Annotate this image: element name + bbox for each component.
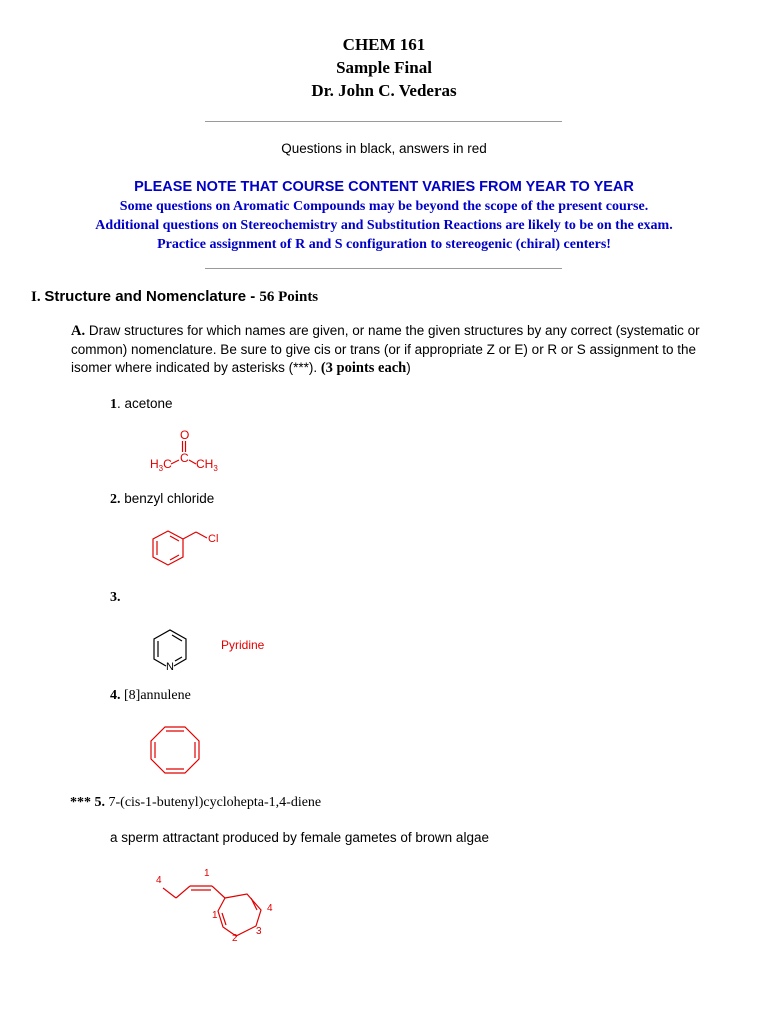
section-title: Structure and Nomenclature - [44, 288, 260, 305]
section-heading [31, 288, 318, 306]
notice-line-3: Additional questions on Stereochemistry and Substitution Reactions are likely to be on the exam. [95, 218, 673, 233]
acetone-structure [140, 425, 230, 475]
notice-line-1: PLEASE NOTE THAT COURSE CONTENT VARIES FROM YEAR TO YEAR [134, 179, 634, 195]
notice-line-4: Practice assignment of R and S configuration to stereogenic (chiral) centers! [157, 237, 611, 252]
question-text: 7-(cis-1-butenyl)cyclohepta-1,4-diene [105, 795, 322, 810]
question-asterisks: *** [70, 795, 95, 810]
divider-top [205, 121, 562, 122]
question-3 [110, 589, 121, 606]
cycloheptadiene-structure [150, 866, 280, 946]
pyridine-structure [150, 626, 290, 676]
chlorine-label: Cl [208, 533, 219, 545]
locant-4-chain: 4 [156, 875, 162, 886]
question-1 [110, 396, 173, 413]
acetone-right-methyl: $CH_3$ [196, 457, 218, 473]
question-2 [110, 491, 214, 508]
acetone-left-methyl: $H_3C$ [150, 457, 172, 473]
question-number: 3. [110, 590, 121, 605]
benzyl-chloride-structure [150, 527, 240, 577]
course-notice [0, 177, 768, 254]
acetone-oxygen: O [180, 428, 190, 442]
pyridine-nitrogen: N [166, 661, 174, 673]
question-text: . acetone [117, 396, 173, 411]
question-text: benzyl chloride [120, 491, 215, 506]
question-number: 5. [94, 795, 105, 810]
question-4 [110, 688, 191, 704]
course-title: CHEM 161 [342, 35, 426, 54]
divider-bottom [205, 268, 562, 269]
locant-3-ring: 3 [256, 926, 262, 937]
part-a-text: Draw structures for which names are given, or name the given structures by any correct (systematic or common) nomenclature. Be sure to give cis or trans (or if appropriate Z or E) or R or S assignment to the isomer where indicated by asterisks (***). [71, 323, 700, 375]
acetone-carbon: C [180, 451, 189, 465]
part-a-instructions [71, 322, 711, 378]
part-a-label: A. [71, 323, 86, 339]
locant-2-ring: 2 [232, 933, 238, 944]
exam-header [0, 33, 768, 102]
part-a-close: ) [406, 360, 411, 375]
instructor-name: Dr. John C. Vederas [311, 81, 457, 100]
locant-1-chain: 1 [204, 868, 210, 879]
question-5 [70, 795, 321, 811]
exam-title: Sample Final [336, 58, 432, 77]
section-numeral: I. [31, 289, 41, 305]
question-number: 2. [110, 492, 121, 507]
question-number: 4. [110, 688, 121, 703]
color-legend: Questions in black, answers in red [281, 141, 487, 156]
pyridine-answer: Pyridine [221, 638, 265, 652]
question-text: [8]annulene [120, 688, 191, 703]
locant-4-ring: 4 [267, 903, 273, 914]
notice-line-2: Some questions on Aromatic Compounds may be beyond the scope of the present course. [119, 199, 649, 214]
locant-1-ring: 1 [212, 910, 218, 921]
part-a-points: (3 points each [320, 360, 407, 376]
annulene-structure [148, 724, 208, 776]
section-points: 56 Points [259, 289, 319, 305]
question-5-note: a sperm attractant produced by female gametes of brown algae [110, 830, 489, 845]
question-number: 1 [110, 397, 117, 412]
